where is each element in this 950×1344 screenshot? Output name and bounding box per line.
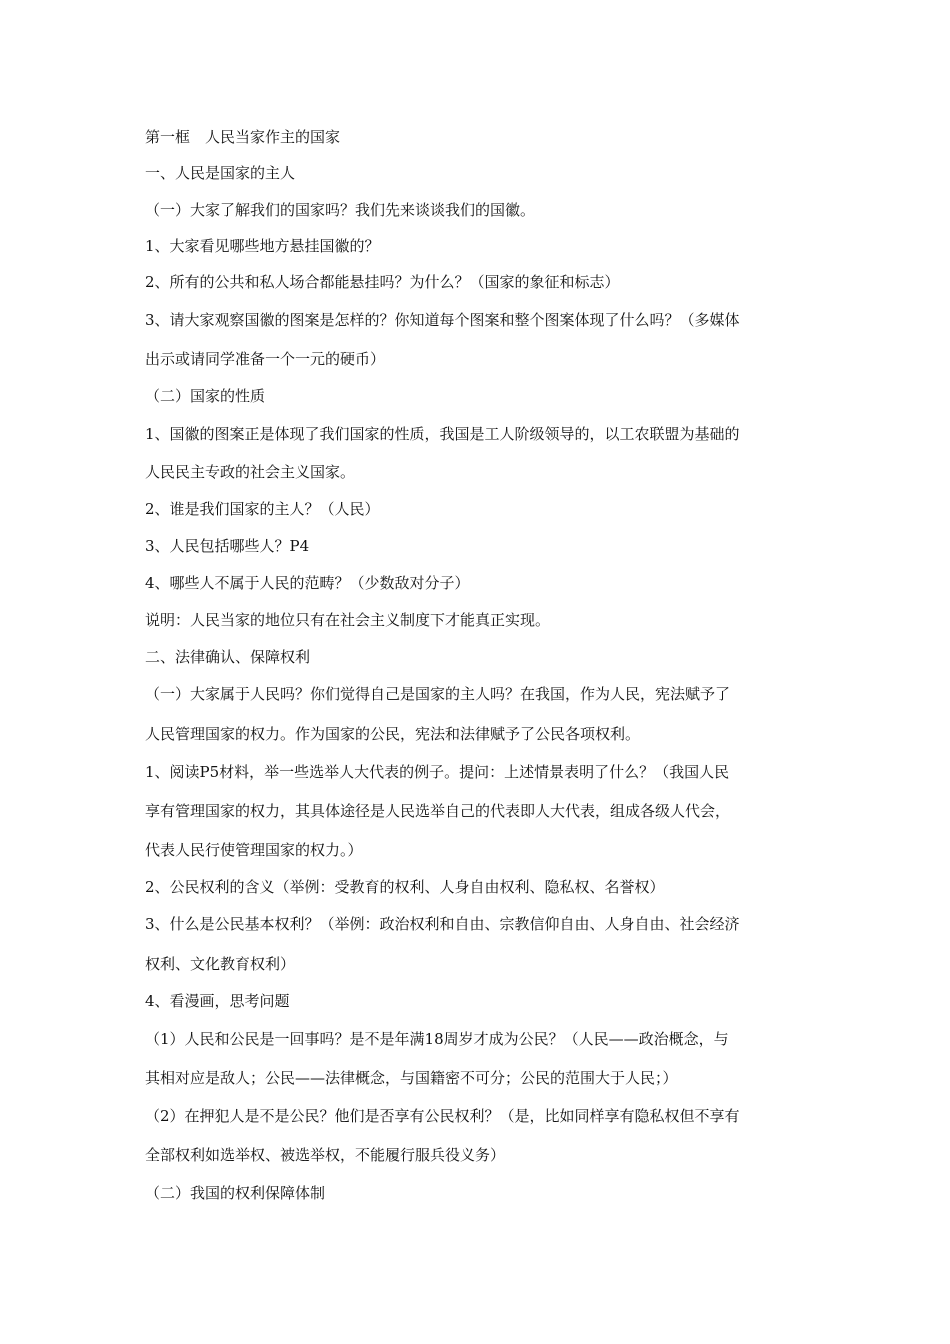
text-line: 2、谁是我们国家的主人？（人民） <box>145 500 380 518</box>
text-line: 3、什么是公民基本权利？（举例：政治权利和自由、宗教信仰自由、人身自由、社会经济 <box>145 915 740 933</box>
text-line: 代表人民行使管理国家的权力。） <box>145 841 363 859</box>
text-line: 出示或请同学准备一个一元的硬币） <box>145 350 386 368</box>
note-line: 说明：人民当家的地位只有在社会主义制度下才能真正实现。 <box>145 611 551 629</box>
section-title: 第一框 人民当家作主的国家 <box>145 128 341 146</box>
text-line: 4、看漫画，思考问题 <box>145 992 290 1010</box>
text-line: 1、阅读P5材料，举一些选举人大代表的例子。提问：上述情景表明了什么？（我国人民 <box>145 763 730 781</box>
heading-part-one: 一、人民是国家的主人 <box>145 164 296 182</box>
heading-part-two: 二、法律确认、保障权利 <box>145 648 311 666</box>
text-line: 2、公民权利的含义（举例：受教育的权利、人身自由权利、隐私权、名誉权） <box>145 878 665 896</box>
subheading: （二）国家的性质 <box>145 387 266 405</box>
text-line: 全部权利如选举权、被选举权，不能履行服兵役义务） <box>145 1146 506 1164</box>
text-line: 1、国徽的图案正是体现了我们国家的性质，我国是工人阶级领导的，以工农联盟为基础的 <box>145 425 740 443</box>
text-line: 权利、文化教育权利） <box>145 955 296 973</box>
text-line: 人民民主专政的社会主义国家。 <box>145 463 356 481</box>
text-line: （2）在押犯人是不是公民？他们是否享有公民权利？（是，比如同样享有隐私权但不享有 <box>145 1107 740 1125</box>
text-line: 享有管理国家的权力，其具体途径是人民选举自己的代表即人大代表，组成各级人代会， <box>145 802 731 820</box>
text-line: 1、大家看见哪些地方悬挂国徽的？ <box>145 237 380 255</box>
text-line: 其相对应是敌人；公民——法律概念，与国籍密不可分；公民的范围大于人民；） <box>145 1069 678 1087</box>
subheading: （二）我国的权利保障体制 <box>145 1184 326 1202</box>
subheading: （一）大家属于人民吗？你们觉得自己是国家的主人吗？在我国，作为人民，宪法赋予了 <box>145 685 731 703</box>
text-line: 2、所有的公共和私人场合都能悬挂吗？为什么？（国家的象征和标志） <box>145 273 620 291</box>
text-line: 3、请大家观察国徽的图案是怎样的？你知道每个图案和整个图案体现了什么吗？（多媒体 <box>145 311 740 329</box>
text-line: 4、哪些人不属于人民的范畴？（少数敌对分子） <box>145 574 470 592</box>
text-line: 人民管理国家的权力。作为国家的公民，宪法和法律赋予了公民各项权利。 <box>145 725 641 743</box>
text-line: （1）人民和公民是一回事吗？是不是年满18周岁才成为公民？（人民——政治概念，与 <box>145 1030 729 1048</box>
subheading: （一）大家了解我们的国家吗？我们先来谈谈我们的国徽。 <box>145 201 536 219</box>
text-line: 3、人民包括哪些人？P4 <box>145 537 310 555</box>
